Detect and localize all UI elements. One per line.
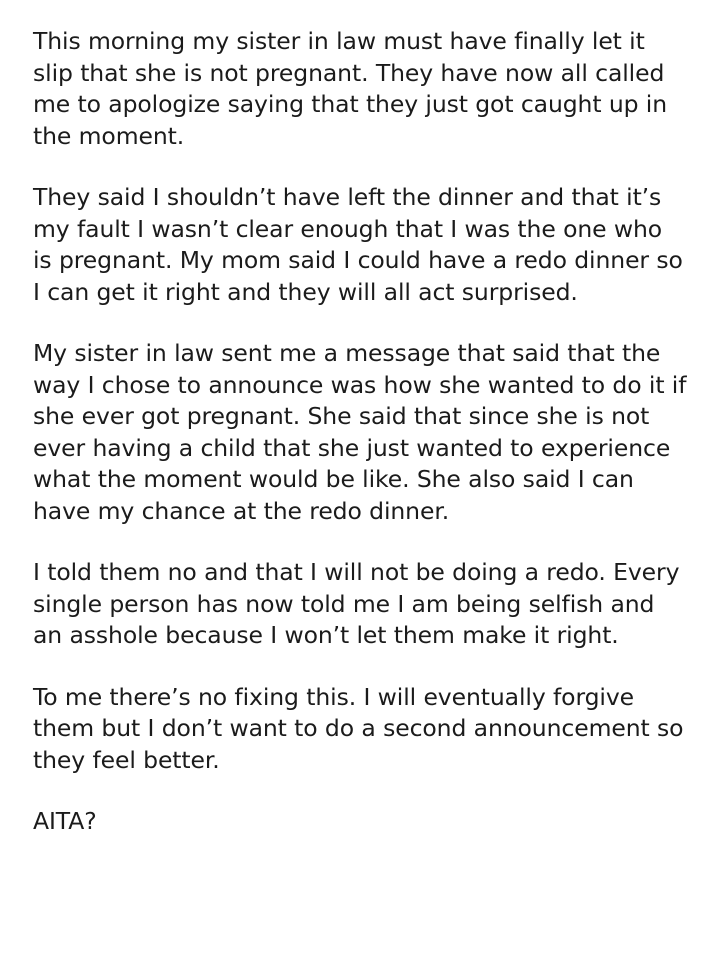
paragraph-5: To me there’s no fixing this. I will eventually forgive them but I don’t want to do a second announcement so they feel better. [33,682,691,774]
paragraph-6-question: AITA? [33,807,97,835]
paragraph-4: I told them no and that I will not be doing a redo. Every single person has now told me I am being selfish and an asshole because I won’t let them make it right. [33,558,687,649]
paragraph-3: My sister in law sent me a message that said that the way I chose to announce was how she wanted to do it if she ever got pregnant. She said that since she is not ever having a child that she just wanted to experience what the moment would be like. She also said I can have my chance at the redo dinner. [33,339,694,525]
paragraph-2: They said I shouldn’t have left the dinner and that it’s my fault I wasn’t clear enough that I was the one who is pregnant. My mom said I could have a redo dinner so I can get it right and they will all act surprised. [33,183,691,306]
paragraph-1: This morning my sister in law must have finally let it slip that she is not pregnant. They have now all called me to apologize saying that they just got caught up in the moment. [33,27,675,150]
